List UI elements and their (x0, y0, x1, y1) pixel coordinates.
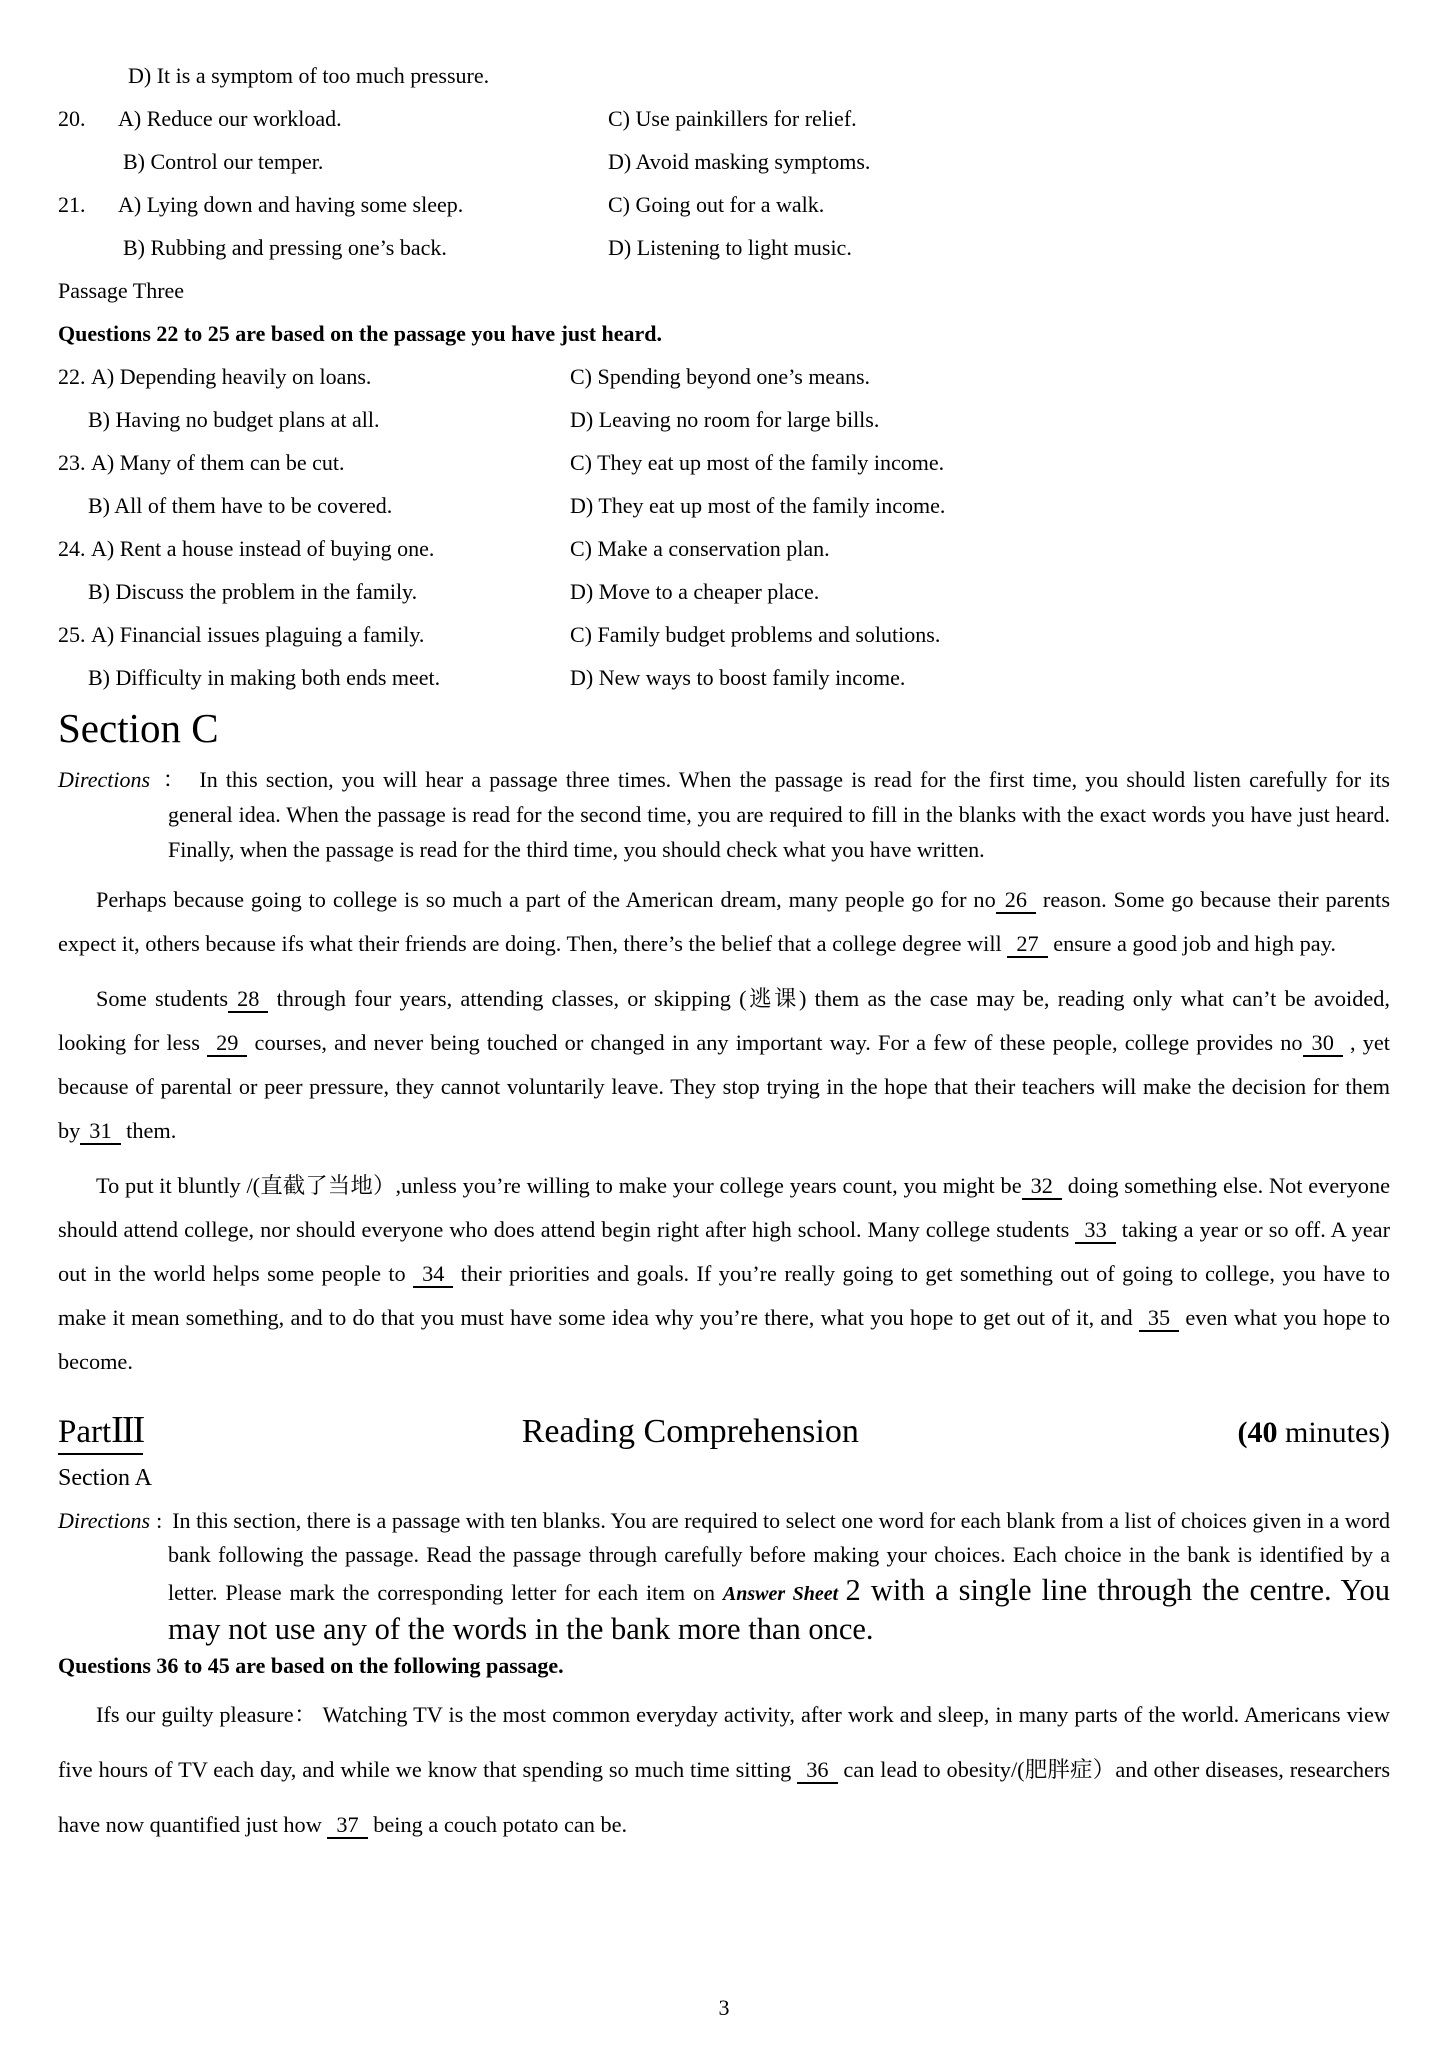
question-number: 20. (58, 106, 86, 131)
section-c-title: Section C (58, 705, 219, 751)
question-row (58, 484, 1390, 527)
option-b: B) Difficulty in making both ends meet. (88, 665, 441, 690)
option-d: D) Avoid masking symptoms. (608, 149, 871, 174)
option-d: D) They eat up most of the family income. (570, 493, 946, 518)
page-number: 3 (718, 1995, 730, 2020)
question-row (58, 226, 1390, 269)
text-segment: courses, and never being touched or changed in any important way. For a few of these people, college provides no (247, 1030, 1303, 1056)
option-d: D) New ways to boost family income. (570, 665, 906, 690)
part3-title: Reading Comprehension (521, 1413, 859, 1451)
option-b: B) Rubbing and pressing one’s back. (123, 235, 447, 260)
option-c: C) Use painkillers for relief. (608, 106, 857, 131)
text-segment: through four years, attending classes, or skipping (逃课) them as the case may be, reading only what can’t be avoided, looking for less (58, 986, 1390, 1056)
listening-section (58, 54, 1390, 699)
question-row (58, 441, 1390, 484)
section-a-directions (58, 1504, 1390, 1649)
text-segment: ensure a good job and high pay. (1047, 931, 1336, 957)
cloze-paragraph-3 (58, 1164, 1390, 1384)
option-a: A) Depending heavily on loans. (91, 364, 372, 389)
cloze-paragraph-2 (58, 977, 1390, 1153)
text-segment: their priorities and goals. If you’re really going to get something out of going to college, you have to make it mean something, and to do that you must have some idea why you’re there, what you hope to get out of it, and (58, 1261, 1391, 1331)
question-21 (58, 183, 1390, 269)
passage-three-label: Passage Three (58, 278, 185, 303)
text-segment: them. (120, 1118, 177, 1144)
option-d: D) Leaving no room for large bills. (570, 407, 880, 432)
cloze-blank-32: 32 (1022, 1173, 1062, 1200)
cloze-blank-37: 37 (327, 1812, 367, 1839)
option-a: A) Many of them can be cut. (91, 450, 345, 475)
text-segment: Answer Sheet (722, 1583, 846, 1606)
part3-header (58, 1408, 1390, 1455)
section-a-title: Section A (58, 1465, 152, 1492)
directions-label: Directions (58, 1508, 151, 1534)
text-segment: Ifs our guilty pleasure： Watching TV is the most common everyday activity, after work and sleep, in many parts of the world. Americans view five hours of TV each day, and while we know that spending so much time sitting (58, 1702, 1390, 1783)
question-25 (58, 613, 1390, 699)
text-segment: can lead to obesity/(肥胖症）and other diseases, researchers have now quantified just how (58, 1757, 1391, 1838)
cloze-paragraph-1 (58, 878, 1390, 966)
cloze-blank-28: 28 (228, 986, 268, 1013)
part3-minutes (1238, 1416, 1391, 1450)
option-d: D) Listening to light music. (608, 235, 852, 260)
option-b: B) Control our temper. (123, 149, 324, 174)
questions-22-25-heading: Questions 22 to 25 are based on the passage you have just heard. (58, 321, 663, 346)
question-row (58, 355, 1390, 398)
cloze-blank-26: 26 (996, 887, 1036, 914)
option-b: B) Discuss the problem in the family. (88, 579, 418, 604)
question-number: 24. (58, 536, 86, 561)
cloze-blank-29: 29 (207, 1030, 247, 1057)
option-c: C) Make a conservation plan. (570, 536, 830, 561)
option-a: A) Financial issues plaguing a family. (91, 622, 425, 647)
text-segment: doing something else. Not everyone should attend college, nor should everyone who does attend begin right after high school. Many college students (58, 1173, 1390, 1243)
text-segment: even what you hope to become. (58, 1305, 1390, 1375)
question-row (58, 183, 1390, 226)
directions-rich-text (168, 1508, 1390, 1647)
question-row (58, 97, 1390, 140)
option-c: C) They eat up most of the family income. (570, 450, 945, 475)
option-c: C) Going out for a walk. (608, 192, 825, 217)
option-d-orphan: D) It is a symptom of too much pressure. (128, 63, 490, 88)
option-d: D) Move to a cheaper place. (570, 579, 820, 604)
question-number: 25. (58, 622, 86, 647)
question-row (58, 570, 1390, 613)
option-b: B) All of them have to be covered. (88, 493, 393, 518)
option-a: A) Reduce our workload. (118, 106, 342, 131)
question-row (58, 613, 1390, 656)
option-c: C) Family budget problems and solutions. (570, 622, 941, 647)
text-segment: Some students (96, 986, 229, 1012)
question-row (58, 656, 1390, 699)
text-segment: taking a year or so off. A year out in the world helps some people to (58, 1217, 1390, 1287)
text-segment: reason. Some go because their parents expect it, others because ifs what their friends are doing. Then, there’s the belief that a college degree will (58, 887, 1391, 957)
minutes-bold: (40 (1237, 1416, 1278, 1450)
text-segment: , yet because of parental or peer pressure, they cannot voluntarily leave. They stop trying in the hope that their teachers will make the decision for them by (58, 1030, 1390, 1144)
question-number: 22. (58, 364, 86, 389)
cloze-blank-35: 35 (1139, 1305, 1179, 1332)
question-number: 21. (58, 192, 86, 217)
section-c-directions (58, 762, 1390, 867)
question-23 (58, 441, 1390, 527)
text-segment: being a couch potato can be. (367, 1812, 628, 1838)
cloze-blank-30: 30 (1303, 1030, 1343, 1057)
directions-label: Directions (58, 767, 151, 793)
question-20 (58, 97, 1390, 183)
text-segment: In this section, there is a passage with ten blanks. You are required to select one word for each blank from a list of choices given in a word bank following the passage. Read the passage through carefully before making your choices. Each choice in the bank is identified by a letter. Please mark the corresponding letter for each item on (168, 1508, 1390, 1606)
part-numeral: III (111, 1409, 144, 1452)
text-segment: 2 with a single line through the centre. You may not use any of the words in the bank more than once. (168, 1573, 1390, 1647)
question-number: 23. (58, 450, 86, 475)
text-segment: Perhaps because going to college is so much a part of the American dream, many people go for no (96, 887, 996, 913)
question-24 (58, 527, 1390, 613)
option-c: C) Spending beyond one’s means. (570, 364, 871, 389)
question-row (58, 398, 1390, 441)
reading-paragraph (58, 1687, 1390, 1852)
cloze-blank-33: 33 (1075, 1217, 1115, 1244)
directions-text: In this section, you will hear a passage three times. When the passage is read for the first time, you should listen carefully for its general idea. When the passage is read for the second time, you are required to fill in the blanks with the exact words you have just heard. Finally, when the passage is read for the third time, you should check what you have written. (168, 767, 1390, 863)
directions-separator: ： (160, 767, 188, 793)
cloze-blank-31: 31 (80, 1118, 120, 1145)
option-b: B) Having no budget plans at all. (88, 407, 380, 432)
directions-separator: : (156, 1508, 163, 1534)
cloze-blank-34: 34 (413, 1261, 453, 1288)
question-row (58, 140, 1390, 183)
question-22 (58, 355, 1390, 441)
option-a: A) Rent a house instead of buying one. (91, 536, 435, 561)
part3-label (58, 1408, 143, 1455)
cloze-blank-27: 27 (1007, 931, 1047, 958)
cloze-blank-36: 36 (797, 1757, 837, 1784)
option-a: A) Lying down and having some sleep. (118, 192, 464, 217)
text-segment: To put it bluntly /(直截了当地）,unless you’re willing to make your college years count, you might be (96, 1173, 1022, 1199)
questions-36-45-heading: Questions 36 to 45 are based on the following passage. (58, 1653, 564, 1679)
part-word: Part (58, 1414, 112, 1451)
question-row (58, 527, 1390, 570)
minutes-rest: minutes) (1277, 1416, 1390, 1450)
